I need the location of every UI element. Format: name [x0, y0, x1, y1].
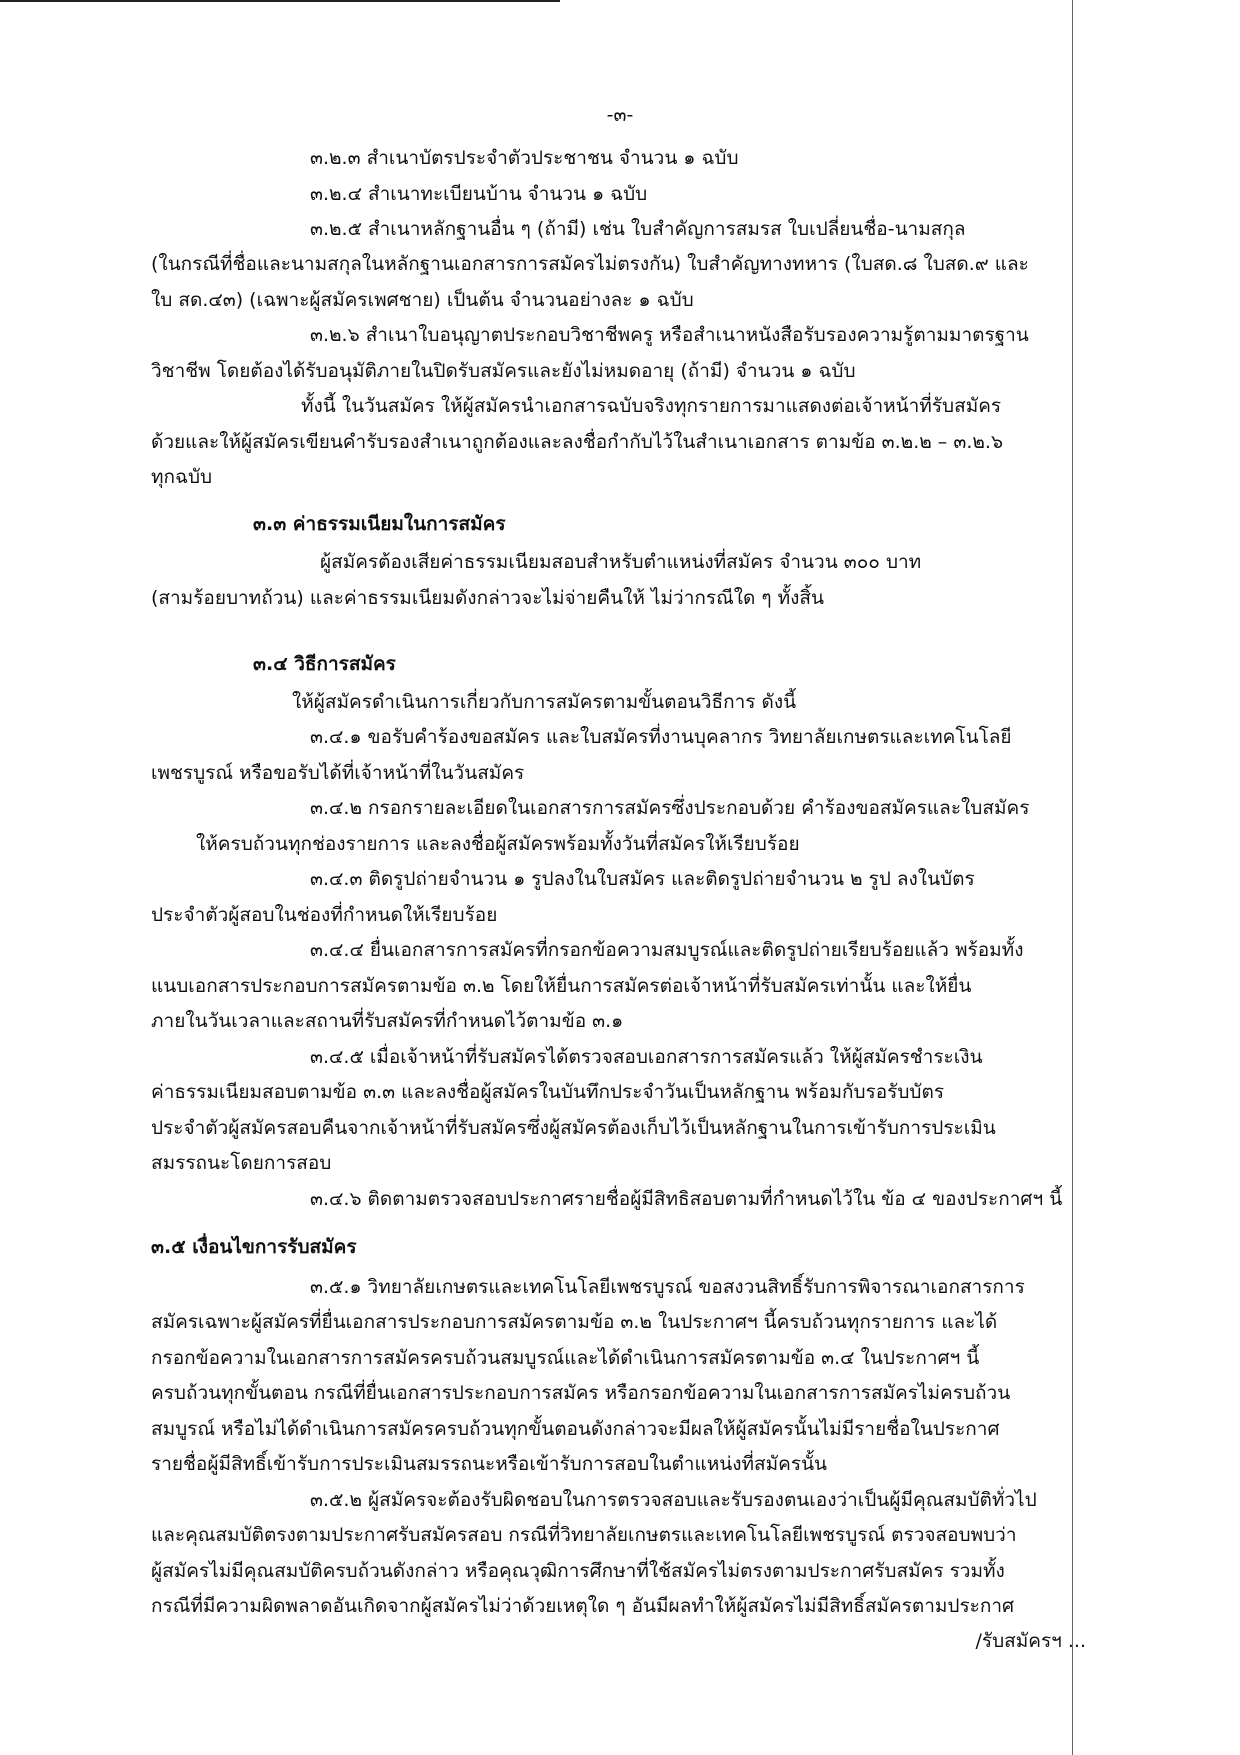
text-line: แนบเอกสารประกอบการสมัครตามข้อ ๓.๒ โดยให้ยื่นการสมัครต่อเจ้าหน้าที่รับสมัครเท่านั้น และให้ยื่น	[151, 975, 972, 997]
text-line: ด้วยและให้ผู้สมัครเขียนคำรับรองสำเนาถูกต้องและลงชื่อกำกับไว้ในสำเนาเอกสาร ตามข้อ ๓.๒.๒ – ๓.๒.๖	[151, 431, 1004, 453]
scan-margin-line	[1072, 0, 1073, 1755]
text-line: ประจำตัวผู้สอบในช่องที่กำหนดให้เรียบร้อย	[151, 904, 498, 926]
text-line: ผู้สมัครต้องเสียค่าธรรมเนียมสอบสำหรับตำแหน่งที่สมัคร จำนวน ๓๐๐ บาท	[320, 551, 922, 573]
text-line: ทุกฉบับ	[151, 466, 213, 488]
text-line: ๓.๕.๒ ผู้สมัครจะต้องรับผิดชอบในการตรวจสอบและรับรองตนเองว่าเป็นผู้มีคุณสมบัติทั่วไป	[310, 1489, 1037, 1511]
text-line: ๓.๒.๕ สำเนาหลักฐานอื่น ๆ (ถ้ามี) เช่น ใบสำคัญการสมรส ใบเปลี่ยนชื่อ-นามสกุล	[310, 218, 966, 240]
text-line: ๓.๔.๕ เมื่อเจ้าหน้าที่รับสมัครได้ตรวจสอบเอกสารการสมัครแล้ว ให้ผู้สมัครชำระเงิน	[310, 1046, 983, 1068]
text-line: ๓.๔.๑ ขอรับคำร้องขอสมัคร และใบสมัครที่งานบุคลากร วิทยาลัยเกษตรและเทคโนโลยี	[310, 726, 1012, 748]
text-line: ใบ สด.๔๓) (เฉพาะผู้สมัครเพศชาย) เป็นต้น จำนวนอย่างละ ๑ ฉบับ	[151, 289, 694, 311]
text-line: ให้ผู้สมัครดำเนินการเกี่ยวกับการสมัครตามขั้นตอนวิธีการ ดังนี้	[292, 691, 797, 713]
section-heading: ๓.๕ เงื่อนไขการรับสมัคร	[151, 1236, 357, 1258]
text-line: รายชื่อผู้มีสิทธิ์เข้ารับการประเมินสมรรถนะหรือเข้ารับการสอบในตำแหน่งที่สมัครนั้น	[151, 1453, 828, 1475]
text-line: ทั้งนี้ ในวันสมัคร ให้ผู้สมัครนำเอกสารฉบับจริงทุกรายการมาแสดงต่อเจ้าหน้าที่รับสมัคร	[301, 395, 1002, 417]
text-line: ๓.๒.๖ สำเนาใบอนุญาตประกอบวิชาชีพครู หรือสำเนาหนังสือรับรองความรู้ตามมาตรฐาน	[310, 324, 1029, 346]
text-line: (ในกรณีที่ชื่อและนามสกุลในหลักฐานเอกสารการสมัครไม่ตรงกัน) ใบสำคัญทางทหาร (ใบสด.๘ ใบสด.๙ และ	[151, 253, 1029, 275]
page-number: -๓-	[606, 104, 634, 126]
text-line: ๓.๔.๓ ติดรูปถ่ายจำนวน ๑ รูปลงในใบสมัคร และติดรูปถ่ายจำนวน ๒ รูป ลงในบัตร	[310, 868, 975, 890]
text-line: สมัครเฉพาะผู้สมัครที่ยื่นเอกสารประกอบการสมัครตามข้อ ๓.๒ ในประกาศฯ นี้ครบถ้วนทุกรายการ และได้	[151, 1311, 998, 1333]
text-line: และคุณสมบัติตรงตามประกาศรับสมัครสอบ กรณีที่วิทยาลัยเกษตรและเทคโนโลยีเพชรบูรณ์ ตรวจสอบพบว่า	[151, 1524, 1017, 1546]
section-heading: ๓.๔ วิธีการสมัคร	[253, 653, 396, 675]
text-line: ครบถ้วนทุกขั้นตอน กรณีที่ยื่นเอกสารประกอบการสมัคร หรือกรอกข้อความในเอกสารการสมัครไม่ครบถ้วน	[151, 1382, 1011, 1404]
text-line: กรอกข้อความในเอกสารการสมัครครบถ้วนสมบูรณ์และได้ดำเนินการสมัครตามข้อ ๓.๔ ในประกาศฯ นี้	[151, 1347, 980, 1369]
text-line: ๓.๕.๑ วิทยาลัยเกษตรและเทคโนโลยีเพชรบูรณ์ ขอสงวนสิทธิ์รับการพิจารณาเอกสารการ	[310, 1276, 1025, 1298]
text-line: ๓.๒.๓ สำเนาบัตรประจำตัวประชาชน จำนวน ๑ ฉบับ	[310, 147, 739, 169]
text-line: สมรรถนะโดยการสอบ	[151, 1152, 332, 1174]
text-line: ค่าธรรมเนียมสอบตามข้อ ๓.๓ และลงชื่อผู้สมัครในบันทึกประจำวันเป็นหลักฐาน พร้อมกับรอรับบัตร	[151, 1081, 945, 1103]
text-line: ๓.๔.๔ ยื่นเอกสารการสมัครที่กรอกข้อความสมบูรณ์และติดรูปถ่ายเรียบร้อยแล้ว พร้อมทั้ง	[310, 939, 1024, 961]
text-line: ให้ครบถ้วนทุกช่องรายการ และลงชื่อผู้สมัครพร้อมทั้งวันที่สมัครให้เรียบร้อย	[196, 833, 800, 855]
text-line: สมบูรณ์ หรือไม่ได้ดำเนินการสมัครครบถ้วนทุกขั้นตอนดังกล่าวจะมีผลให้ผู้สมัครนั้นไม่มีรายชื่อในประกาศ	[151, 1418, 1000, 1440]
text-line: ๓.๔.๒ กรอกรายละเอียดในเอกสารการสมัครซึ่งประกอบด้วย คำร้องขอสมัครและใบสมัคร	[310, 797, 1030, 819]
text-line: (สามร้อยบาทถ้วน) และค่าธรรมเนียมดังกล่าวจะไม่จ่ายคืนให้ ไม่ว่ากรณีใด ๆ ทั้งสิ้น	[151, 587, 824, 609]
text-line: วิชาชีพ โดยต้องได้รับอนุมัติภายในปิดรับสมัครและยังไม่หมดอายุ (ถ้ามี) จำนวน ๑ ฉบับ	[151, 360, 856, 382]
text-line: เพชรบูรณ์ หรือขอรับได้ที่เจ้าหน้าที่ในวันสมัคร	[151, 762, 525, 784]
text-line: ๓.๔.๖ ติดตามตรวจสอบประกาศรายชื่อผู้มีสิทธิสอบตามที่กำหนดไว้ใน ข้อ ๔ ของประกาศฯ นี้	[310, 1188, 1063, 1210]
text-line: ประจำตัวผู้สมัครสอบคืนจากเจ้าหน้าที่รับสมัครซึ่งผู้สมัครต้องเก็บไว้เป็นหลักฐานในการเข้ารับการประเมิน	[151, 1117, 996, 1139]
text-line: ๓.๒.๔ สำเนาทะเบียนบ้าน จำนวน ๑ ฉบับ	[310, 183, 648, 205]
section-heading: ๓.๓ ค่าธรรมเนียมในการสมัคร	[253, 513, 506, 535]
text-line: ภายในวันเวลาและสถานที่รับสมัครที่กำหนดไว้ตามข้อ ๓.๑	[151, 1010, 624, 1032]
text-line: ผู้สมัครไม่มีคุณสมบัติครบถ้วนดังกล่าว หรือคุณวุฒิการศึกษาที่ใช้สมัครไม่ตรงตามประกาศรับสมัคร รวมทั้ง	[151, 1560, 1005, 1582]
text-line: กรณีที่มีความผิดพลาดอันเกิดจากผู้สมัครไม่ว่าด้วยเหตุใด ๆ อันมีผลทำให้ผู้สมัครไม่มีสิทธิ์สมัครตามประกาศ	[151, 1595, 1015, 1617]
continuation-note: /รับสมัครฯ ...	[975, 1630, 1086, 1652]
top-border-line	[0, 0, 560, 2]
